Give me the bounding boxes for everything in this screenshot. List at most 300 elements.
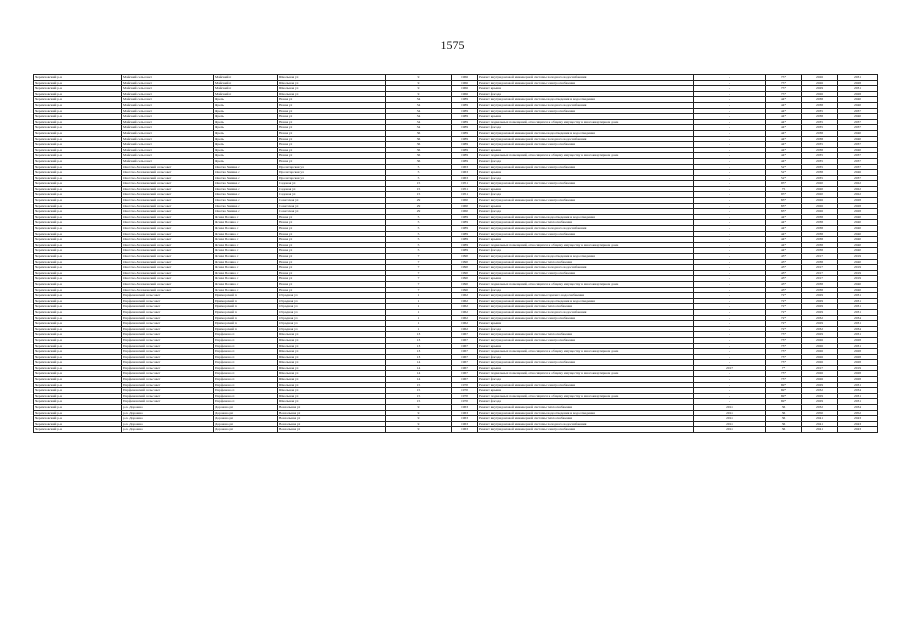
house-number-cell: 36 bbox=[386, 130, 452, 136]
last-repair-year-cell: - bbox=[694, 321, 766, 327]
street-cell: Пролетарская ул bbox=[278, 170, 386, 176]
end-year-cell: 2037 bbox=[838, 153, 878, 159]
end-year-cell: 2034 bbox=[838, 405, 878, 411]
start-year-cell: 2038 bbox=[802, 287, 838, 293]
municipality-cell: Майский сельсовет bbox=[122, 147, 214, 153]
settlement-cell: Парфеново п bbox=[214, 382, 278, 388]
district-cell: Черемховский р-н bbox=[34, 382, 122, 388]
district-cell: Черемховский р-н bbox=[34, 147, 122, 153]
build-year-cell: 1962 bbox=[452, 309, 478, 315]
settlement-cell: Ярель bbox=[214, 119, 278, 125]
settlement-cell: Приморский п bbox=[214, 298, 278, 304]
wear-percent-cell: 44* bbox=[766, 237, 802, 243]
build-year-cell: 1989 bbox=[452, 153, 478, 159]
work-type-cell: Ремонт крыши bbox=[478, 203, 694, 209]
district-cell: Черемховский р-н bbox=[34, 248, 122, 254]
street-cell: Пролетарская ул bbox=[278, 175, 386, 181]
last-repair-year-cell: - bbox=[694, 337, 766, 343]
build-year-cell: 1960 bbox=[452, 198, 478, 204]
build-year-cell: 1990 bbox=[452, 265, 478, 271]
street-cell: Новая ул bbox=[278, 142, 386, 148]
house-number-cell: 15 bbox=[386, 382, 452, 388]
start-year-cell: 2029 bbox=[802, 304, 838, 310]
last-repair-year-cell: - bbox=[694, 371, 766, 377]
district-cell: Черемховский р-н bbox=[34, 142, 122, 148]
house-number-cell: 34 bbox=[386, 125, 452, 131]
last-repair-year-cell: - bbox=[694, 349, 766, 355]
wear-percent-cell: 83* bbox=[766, 209, 802, 215]
start-year-cell: 2020 bbox=[802, 186, 838, 192]
district-cell: Черемховский р-н bbox=[34, 153, 122, 159]
municipality-cell: Майский сельсовет bbox=[122, 142, 214, 148]
settlement-cell: Парфеново п bbox=[214, 399, 278, 405]
end-year-cell: 2031 bbox=[838, 382, 878, 388]
house-number-cell: 5 bbox=[386, 231, 452, 237]
municipality-cell: Парфеновский сельсовет bbox=[122, 309, 214, 315]
last-repair-year-cell: - bbox=[694, 158, 766, 164]
build-year-cell: 1963 bbox=[452, 416, 478, 422]
settlement-cell: Ясная Поляна с bbox=[214, 242, 278, 248]
street-cell: Школьная ул bbox=[278, 86, 386, 92]
street-cell: Садовая ул bbox=[278, 186, 386, 192]
settlement-cell: Ярель bbox=[214, 130, 278, 136]
settlement-cell: Приморский п bbox=[214, 315, 278, 321]
start-year-cell: 2032 bbox=[802, 388, 838, 394]
build-year-cell: 1970 bbox=[452, 382, 478, 388]
build-year-cell: 1989 bbox=[452, 237, 478, 243]
street-cell: Вокзальная ул bbox=[278, 427, 386, 433]
end-year-cell: 2031 bbox=[838, 75, 878, 81]
build-year-cell: 1989 bbox=[452, 125, 478, 131]
district-cell: Черемховский р-н bbox=[34, 158, 122, 164]
work-type-cell: Ремонт внутридомовой инженерной системы водоотведения и водоотведения bbox=[478, 298, 694, 304]
district-cell: Черемховский р-н bbox=[34, 416, 122, 422]
work-type-cell: Ремонт крыши bbox=[478, 237, 694, 243]
house-number-cell: 5 bbox=[386, 248, 452, 254]
build-year-cell: 1970 bbox=[452, 393, 478, 399]
end-year-cell: 2040 bbox=[838, 220, 878, 226]
street-cell: Садовая ул bbox=[278, 192, 386, 198]
district-cell: Черемховский р-н bbox=[34, 365, 122, 371]
settlement-cell: Дорожно рп bbox=[214, 427, 278, 433]
start-year-cell: 2026 bbox=[802, 371, 838, 377]
municipality-cell: Онотско-Заломовский сельсовет bbox=[122, 209, 214, 215]
build-year-cell: 1966 bbox=[452, 75, 478, 81]
settlement-cell: Ясная Поляна с bbox=[214, 214, 278, 220]
municipality-cell: Онотско-Заломовский сельсовет bbox=[122, 242, 214, 248]
start-year-cell: 2029 bbox=[802, 399, 838, 405]
last-repair-year-cell: - bbox=[694, 393, 766, 399]
house-number-cell: 15 bbox=[386, 393, 452, 399]
end-year-cell: 2028 bbox=[838, 349, 878, 355]
start-year-cell: 2029 bbox=[802, 393, 838, 399]
work-type-cell: Ремонт внутридомовой инженерной системы электроснабжения bbox=[478, 231, 694, 237]
district-cell: Черемховский р-н bbox=[34, 80, 122, 86]
work-type-cell: Ремонт внутридомовой инженерной системы теплоснабжения bbox=[478, 416, 694, 422]
build-year-cell: 1963 bbox=[452, 170, 478, 176]
house-number-cell: 5 bbox=[386, 170, 452, 176]
page-number: 1575 bbox=[440, 38, 465, 52]
end-year-cell: 2046 bbox=[838, 170, 878, 176]
district-cell: Черемховский р-н bbox=[34, 86, 122, 92]
house-number-cell: 14 bbox=[386, 371, 452, 377]
end-year-cell: 2040 bbox=[838, 242, 878, 248]
start-year-cell: 2038 bbox=[802, 214, 838, 220]
wear-percent-cell: 44* bbox=[766, 114, 802, 120]
street-cell: Отрадная ул bbox=[278, 321, 386, 327]
municipality-cell: Онотско-Заломовский сельсовет bbox=[122, 265, 214, 271]
build-year-cell: 1963 bbox=[452, 175, 478, 181]
street-cell: Новая ул bbox=[278, 276, 386, 282]
last-repair-year-cell: - bbox=[694, 343, 766, 349]
end-year-cell: 2028 bbox=[838, 337, 878, 343]
wear-percent-cell: 73* bbox=[766, 332, 802, 338]
house-number-cell: 1 bbox=[386, 293, 452, 299]
settlement-cell: Ярель bbox=[214, 158, 278, 164]
municipality-cell: Парфеновский сельсовет bbox=[122, 298, 214, 304]
table-row bbox=[34, 427, 878, 433]
build-year-cell: 1951 bbox=[452, 186, 478, 192]
start-year-cell: 2038 bbox=[802, 147, 838, 153]
street-cell: Новая ул bbox=[278, 147, 386, 153]
municipality-cell: Майский сельсовет bbox=[122, 125, 214, 131]
settlement-cell: Ярель bbox=[214, 142, 278, 148]
house-number-cell: 15 bbox=[386, 399, 452, 405]
build-year-cell: 1951 bbox=[452, 181, 478, 187]
last-repair-year-cell: - bbox=[694, 309, 766, 315]
work-type-cell: Ремонт внутридомовой инженерной системы электроснабжения bbox=[478, 382, 694, 388]
street-cell: Школьная ул bbox=[278, 393, 386, 399]
house-number-cell: 5 bbox=[386, 242, 452, 248]
end-year-cell: 2040 bbox=[838, 97, 878, 103]
start-year-cell: 2026 bbox=[802, 377, 838, 383]
wear-percent-cell: 72* bbox=[766, 293, 802, 299]
house-number-cell: 9 bbox=[386, 91, 452, 97]
last-repair-year-cell: 2011 bbox=[694, 410, 766, 416]
work-type-cell: Ремонт внутридомовой инженерной системы электроснабжения bbox=[478, 142, 694, 148]
street-cell: Вокзальная ул bbox=[278, 410, 386, 416]
settlement-cell: Ярель bbox=[214, 114, 278, 120]
start-year-cell: 2038 bbox=[802, 259, 838, 265]
house-number-cell: 34 bbox=[386, 102, 452, 108]
settlement-cell: Парфеново п bbox=[214, 343, 278, 349]
house-number-cell: 9 bbox=[386, 421, 452, 427]
end-year-cell: 2022 bbox=[838, 181, 878, 187]
house-number-cell: 34 bbox=[386, 97, 452, 103]
settlement-cell: Приморский п bbox=[214, 321, 278, 327]
municipality-cell: Парфеновский сельсовет bbox=[122, 326, 214, 332]
street-cell: Новая ул bbox=[278, 248, 386, 254]
work-type-cell: Ремонт внутридомовой инженерной системы водоотведения и водоотведения bbox=[478, 97, 694, 103]
wear-percent-cell: 83* bbox=[766, 198, 802, 204]
wear-percent-cell: 75* bbox=[766, 86, 802, 92]
municipality-cell: Онотско-Заломовский сельсовет bbox=[122, 248, 214, 254]
work-type-cell: Ремонт фасада bbox=[478, 287, 694, 293]
start-year-cell: 2038 bbox=[802, 281, 838, 287]
municipality-cell: Онотско-Заломовский сельсовет bbox=[122, 170, 214, 176]
municipality-cell: Парфеновский сельсовет bbox=[122, 332, 214, 338]
build-year-cell: 1989 bbox=[452, 214, 478, 220]
last-repair-year-cell: - bbox=[694, 175, 766, 181]
build-year-cell: 1990 bbox=[452, 281, 478, 287]
municipality-cell: Парфеновский сельсовет bbox=[122, 388, 214, 394]
district-cell: Черемховский р-н bbox=[34, 192, 122, 198]
last-repair-year-cell: 2011 bbox=[694, 421, 766, 427]
work-type-cell: Ремонт подвальных помещений, относящихся к общему имуществу в многоквартирном доме bbox=[478, 242, 694, 248]
start-year-cell: 2041 bbox=[802, 421, 838, 427]
end-year-cell: 2022 bbox=[838, 192, 878, 198]
last-repair-year-cell: - bbox=[694, 259, 766, 265]
wear-percent-cell: 73* bbox=[766, 360, 802, 366]
start-year-cell: 2017 bbox=[802, 365, 838, 371]
start-year-cell: 2026 bbox=[802, 349, 838, 355]
build-year-cell: 1989 bbox=[452, 102, 478, 108]
settlement-cell: Ясная Поляна с bbox=[214, 265, 278, 271]
district-cell: Черемховский р-н bbox=[34, 293, 122, 299]
work-type-cell: Ремонт фасада bbox=[478, 326, 694, 332]
last-repair-year-cell: - bbox=[694, 237, 766, 243]
wear-percent-cell: 44* bbox=[766, 248, 802, 254]
district-cell: Черемховский р-н bbox=[34, 186, 122, 192]
settlement-cell: Ясная Поляна с bbox=[214, 254, 278, 260]
wear-percent-cell: 69* bbox=[766, 399, 802, 405]
municipality-cell: Онотско-Заломовский сельсовет bbox=[122, 198, 214, 204]
end-year-cell: 2028 bbox=[838, 80, 878, 86]
work-type-cell: Ремонт подвальных помещений, относящихся к общему имуществу в многоквартирном доме bbox=[478, 119, 694, 125]
house-number-cell: 36 bbox=[386, 158, 452, 164]
last-repair-year-cell: - bbox=[694, 315, 766, 321]
house-number-cell: 7 bbox=[386, 281, 452, 287]
wear-percent-cell: 73* bbox=[766, 377, 802, 383]
house-number-cell: 15 bbox=[386, 192, 452, 198]
house-number-cell: 9 bbox=[386, 427, 452, 433]
district-cell: Черемховский р-н bbox=[34, 309, 122, 315]
wear-percent-cell: 43* bbox=[766, 259, 802, 265]
district-cell: Черемховский р-н bbox=[34, 298, 122, 304]
end-year-cell: 2037 bbox=[838, 125, 878, 131]
build-year-cell: 1966 bbox=[452, 80, 478, 86]
work-type-cell: Ремонт фасада bbox=[478, 399, 694, 405]
district-cell: Черемховский р-н bbox=[34, 209, 122, 215]
wear-percent-cell: 43* bbox=[766, 287, 802, 293]
municipality-cell: Парфеновский сельсовет bbox=[122, 343, 214, 349]
district-cell: Черемховский р-н bbox=[34, 276, 122, 282]
build-year-cell: 1963 bbox=[452, 421, 478, 427]
settlement-cell: Майский п bbox=[214, 75, 278, 81]
start-year-cell: 2038 bbox=[802, 136, 838, 142]
end-year-cell: 2040 bbox=[838, 102, 878, 108]
street-cell: Новая ул bbox=[278, 214, 386, 220]
start-year-cell: 2032 bbox=[802, 326, 838, 332]
start-year-cell: 2035 bbox=[802, 158, 838, 164]
house-number-cell: 14 bbox=[386, 365, 452, 371]
end-year-cell: 2019 bbox=[838, 365, 878, 371]
street-cell: Школьная ул bbox=[278, 365, 386, 371]
work-type-cell: Ремонт подвальных помещений, относящихся к общему имуществу в многоквартирном доме bbox=[478, 393, 694, 399]
build-year-cell: 1962 bbox=[452, 293, 478, 299]
build-year-cell: 1989 bbox=[452, 114, 478, 120]
district-cell: Черемховский р-н bbox=[34, 371, 122, 377]
street-cell: Новая ул bbox=[278, 265, 386, 271]
last-repair-year-cell: - bbox=[694, 354, 766, 360]
municipality-cell: Майский сельсовет bbox=[122, 91, 214, 97]
street-cell: Отрадная ул bbox=[278, 315, 386, 321]
last-repair-year-cell: 2011 bbox=[694, 427, 766, 433]
municipality-cell: Онотско-Заломовский сельсовет bbox=[122, 281, 214, 287]
start-year-cell: 2026 bbox=[802, 198, 838, 204]
last-repair-year-cell: 2017 bbox=[694, 365, 766, 371]
work-type-cell: Ремонт внутридомовой инженерной системы электроснабжения bbox=[478, 80, 694, 86]
build-year-cell: 1989 bbox=[452, 226, 478, 232]
last-repair-year-cell: - bbox=[694, 298, 766, 304]
municipality-cell: Парфеновский сельсовет bbox=[122, 399, 214, 405]
district-cell: Черемховский р-н bbox=[34, 91, 122, 97]
last-repair-year-cell: - bbox=[694, 209, 766, 215]
house-number-cell: 1 bbox=[386, 321, 452, 327]
street-cell: Отрадная ул bbox=[278, 309, 386, 315]
end-year-cell: 2028 bbox=[838, 198, 878, 204]
work-type-cell: Ремонт подвальных помещений, относящихся к общему имуществу в многоквартирном доме bbox=[478, 349, 694, 355]
street-cell: Школьная ул bbox=[278, 337, 386, 343]
street-cell: Отрадная ул bbox=[278, 326, 386, 332]
last-repair-year-cell: - bbox=[694, 192, 766, 198]
street-cell: Новая ул bbox=[278, 114, 386, 120]
end-year-cell: 2040 bbox=[838, 259, 878, 265]
work-type-cell: Ремонт фасада bbox=[478, 175, 694, 181]
last-repair-year-cell: - bbox=[694, 80, 766, 86]
end-year-cell: 2034 bbox=[838, 326, 878, 332]
street-cell: Новая ул bbox=[278, 237, 386, 243]
street-cell: Новая ул bbox=[278, 287, 386, 293]
work-type-cell: Ремонт внутридомовой инженерной системы теплоснабжения bbox=[478, 304, 694, 310]
build-year-cell: 1970 bbox=[452, 399, 478, 405]
work-type-cell: Ремонт крыши bbox=[478, 147, 694, 153]
municipality-cell: Онотско-Заломовский сельсовет bbox=[122, 220, 214, 226]
build-year-cell: 1963 bbox=[452, 164, 478, 170]
start-year-cell: 2020 bbox=[802, 192, 838, 198]
end-year-cell: 2031 bbox=[838, 332, 878, 338]
last-repair-year-cell: - bbox=[694, 270, 766, 276]
start-year-cell: 2026 bbox=[802, 343, 838, 349]
work-type-cell: Ремонт фасада bbox=[478, 125, 694, 131]
last-repair-year-cell: - bbox=[694, 399, 766, 405]
wear-percent-cell: 52* bbox=[766, 164, 802, 170]
end-year-cell: 2028 bbox=[838, 91, 878, 97]
street-cell: Школьная ул bbox=[278, 377, 386, 383]
district-cell: Черемховский р-н bbox=[34, 399, 122, 405]
settlement-cell: Ярель bbox=[214, 125, 278, 131]
house-number-cell: 29 bbox=[386, 203, 452, 209]
build-year-cell: 1989 bbox=[452, 158, 478, 164]
end-year-cell: 2031 bbox=[838, 304, 878, 310]
last-repair-year-cell: - bbox=[694, 114, 766, 120]
municipality-cell: Онотско-Заломовский сельсовет bbox=[122, 175, 214, 181]
street-cell: Школьная ул bbox=[278, 332, 386, 338]
end-year-cell: 2040 bbox=[838, 226, 878, 232]
start-year-cell: 2035 bbox=[802, 175, 838, 181]
work-type-cell: Ремонт крыши bbox=[478, 186, 694, 192]
work-type-cell: Ремонт внутридомовой инженерной системы электроснабжения bbox=[478, 315, 694, 321]
work-type-cell: Ремонт внутридомовой инженерной системы водоотведения и водоотведения bbox=[478, 130, 694, 136]
street-cell: Школьная ул bbox=[278, 399, 386, 405]
municipality-cell: Майский сельсовет bbox=[122, 97, 214, 103]
end-year-cell: 2031 bbox=[838, 298, 878, 304]
end-year-cell: 2031 bbox=[838, 293, 878, 299]
district-cell: Черемховский р-н bbox=[34, 254, 122, 260]
build-year-cell: 1990 bbox=[452, 276, 478, 282]
district-cell: Черемховский р-н bbox=[34, 315, 122, 321]
settlement-cell: Ярель bbox=[214, 147, 278, 153]
wear-percent-cell: 69* bbox=[766, 388, 802, 394]
street-cell: Новая ул bbox=[278, 226, 386, 232]
build-year-cell: 1989 bbox=[452, 136, 478, 142]
settlement-cell: Онотка Заимка с bbox=[214, 170, 278, 176]
street-cell: Новая ул bbox=[278, 220, 386, 226]
settlement-cell: Парфеново п bbox=[214, 388, 278, 394]
municipality-cell: Парфеновский сельсовет bbox=[122, 349, 214, 355]
last-repair-year-cell: - bbox=[694, 382, 766, 388]
start-year-cell: 2029 bbox=[802, 298, 838, 304]
start-year-cell: 2029 bbox=[802, 293, 838, 299]
start-year-cell: 2017 bbox=[802, 270, 838, 276]
wear-percent-cell: 69* bbox=[766, 393, 802, 399]
district-cell: Черемховский р-н bbox=[34, 287, 122, 293]
build-year-cell: 1967 bbox=[452, 354, 478, 360]
district-cell: Черемховский р-н bbox=[34, 114, 122, 120]
municipality-cell: Парфеновский сельсовет bbox=[122, 377, 214, 383]
settlement-cell: Парфеново п bbox=[214, 337, 278, 343]
municipality-cell: Майский сельсовет bbox=[122, 136, 214, 142]
house-number-cell: 7 bbox=[386, 276, 452, 282]
last-repair-year-cell: - bbox=[694, 388, 766, 394]
settlement-cell: Онотка Заимка с bbox=[214, 175, 278, 181]
last-repair-year-cell: - bbox=[694, 254, 766, 260]
municipality-cell: Онотско-Заломовский сельсовет bbox=[122, 164, 214, 170]
wear-percent-cell: 52* bbox=[766, 175, 802, 181]
wear-percent-cell: 75* bbox=[766, 80, 802, 86]
settlement-cell: Дорожно рп bbox=[214, 405, 278, 411]
settlement-cell: Онотка Заимка с bbox=[214, 203, 278, 209]
end-year-cell: 2019 bbox=[838, 254, 878, 260]
house-number-cell: 1 bbox=[386, 315, 452, 321]
house-number-cell: 9 bbox=[386, 410, 452, 416]
settlement-cell: Дорожно рп bbox=[214, 416, 278, 422]
last-repair-year-cell: - bbox=[694, 142, 766, 148]
street-cell: Пролетарская ул bbox=[278, 164, 386, 170]
build-year-cell: 1966 bbox=[452, 86, 478, 92]
start-year-cell: 2038 bbox=[802, 248, 838, 254]
wear-percent-cell: 75* bbox=[766, 75, 802, 81]
build-year-cell: 1990 bbox=[452, 259, 478, 265]
house-number-cell: 36 bbox=[386, 147, 452, 153]
last-repair-year-cell: - bbox=[694, 287, 766, 293]
last-repair-year-cell: - bbox=[694, 203, 766, 209]
end-year-cell: 2040 bbox=[838, 287, 878, 293]
end-year-cell: 2028 bbox=[838, 371, 878, 377]
work-type-cell: Ремонт крыши bbox=[478, 388, 694, 394]
start-year-cell: 2041 bbox=[802, 416, 838, 422]
last-repair-year-cell: - bbox=[694, 125, 766, 131]
municipality-cell: Парфеновский сельсовет bbox=[122, 293, 214, 299]
wear-percent-cell: 72* bbox=[766, 309, 802, 315]
street-cell: Вокзальная ул bbox=[278, 421, 386, 427]
settlement-cell: Парфеново п bbox=[214, 377, 278, 383]
end-year-cell: 2040 bbox=[838, 237, 878, 243]
last-repair-year-cell: - bbox=[694, 130, 766, 136]
wear-percent-cell: 75 bbox=[766, 186, 802, 192]
end-year-cell: 2040 bbox=[838, 231, 878, 237]
work-type-cell: Ремонт крыши bbox=[478, 365, 694, 371]
